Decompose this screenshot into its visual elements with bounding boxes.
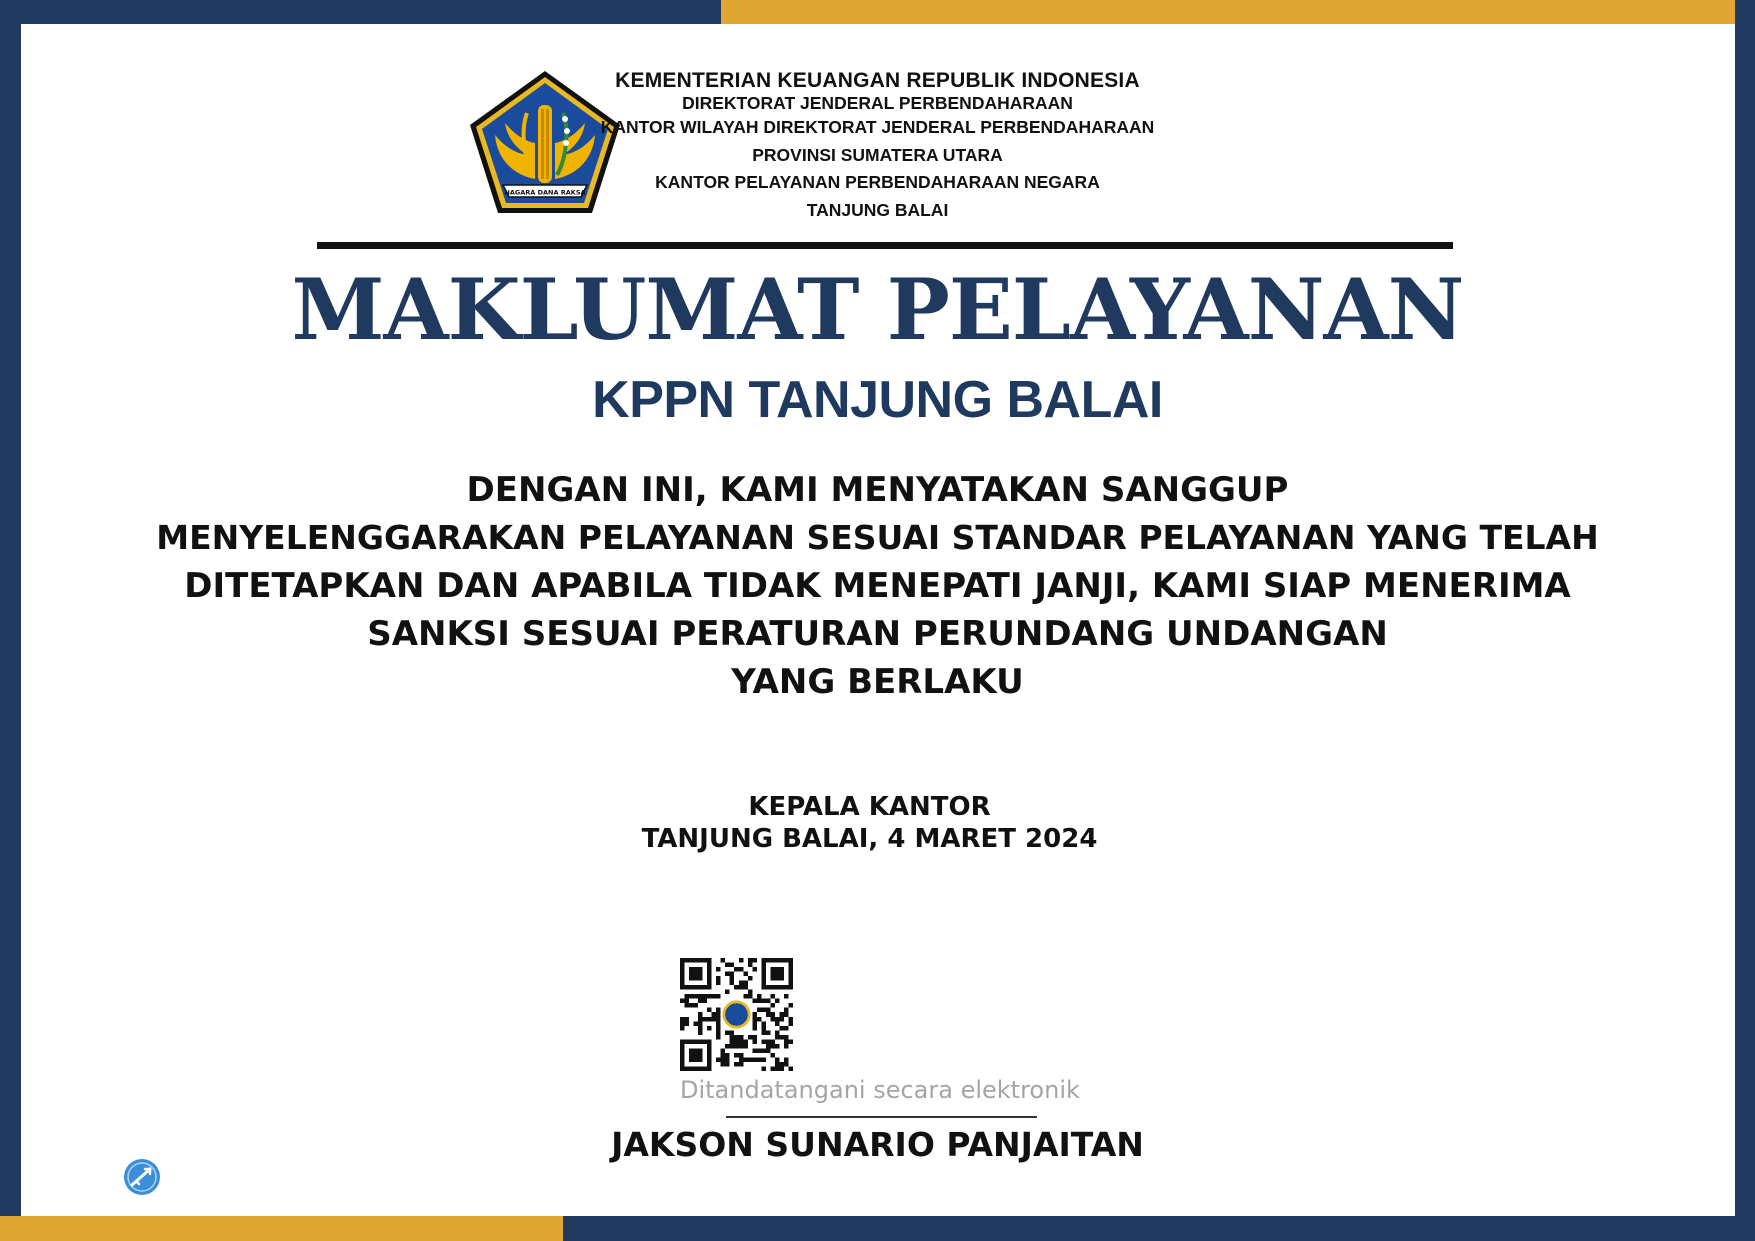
statement-line-5: YANG BERLAKU bbox=[731, 662, 1024, 702]
statement-line-1: DENGAN INI, KAMI MENYATAKAN SANGGUP bbox=[466, 470, 1289, 510]
page-subtitle: KPPN TANJUNG BALAI bbox=[592, 371, 1163, 429]
signature-line bbox=[726, 1116, 1037, 1118]
esign-caption: Ditandatangani secara elektronik bbox=[680, 1076, 1080, 1104]
statement-line-4: SANKSI SESUAI PERATURAN PERUNDANG UNDANGAN bbox=[367, 614, 1388, 654]
top-bar-gold bbox=[721, 0, 1755, 24]
header-line-office: KANTOR PELAYANAN PERBENDAHARAAN NEGARA bbox=[655, 172, 1100, 192]
header-line-directorate: DIREKTORAT JENDERAL PERBENDAHARAAN bbox=[682, 93, 1073, 113]
place-date: TANJUNG BALAI, 4 MARET 2024 bbox=[641, 824, 1098, 854]
svg-text:NAGARA DANA RAKSA: NAGARA DANA RAKSA bbox=[504, 188, 586, 197]
page-title: MAKLUMAT PELAYANAN bbox=[291, 260, 1464, 359]
statement-line-2: MENYELENGGARAKAN PELAYANAN SESUAI STANDAR PELAYANAN YANG TELAH bbox=[156, 518, 1599, 557]
bottom-bar-gold bbox=[0, 1216, 563, 1241]
statement-line-3: DITETAPKAN DAN APABILA TIDAK MENEPATI JANJI, KAMI SIAP MENERIMA bbox=[184, 566, 1571, 606]
bottom-bar-navy bbox=[563, 1216, 1755, 1241]
top-bar-navy bbox=[0, 0, 721, 24]
header-divider bbox=[317, 242, 1453, 249]
signer-position: KEPALA KANTOR bbox=[748, 792, 991, 822]
header-line-city: TANJUNG BALAI bbox=[806, 200, 949, 220]
e-sign-badge-icon bbox=[123, 1158, 161, 1196]
header-line-regional-office: KANTOR WILAYAH DIREKTORAT JENDERAL PERBENDAHARAAN bbox=[600, 117, 1155, 137]
qr-code-icon bbox=[680, 958, 793, 1071]
header-line-province: PROVINSI SUMATERA UTARA bbox=[752, 145, 1003, 165]
ministry-name: KEMENTERIAN KEUANGAN REPUBLIK INDONESIA bbox=[615, 69, 1140, 92]
signer-name: JAKSON SUNARIO PANJAITAN bbox=[611, 1125, 1144, 1164]
